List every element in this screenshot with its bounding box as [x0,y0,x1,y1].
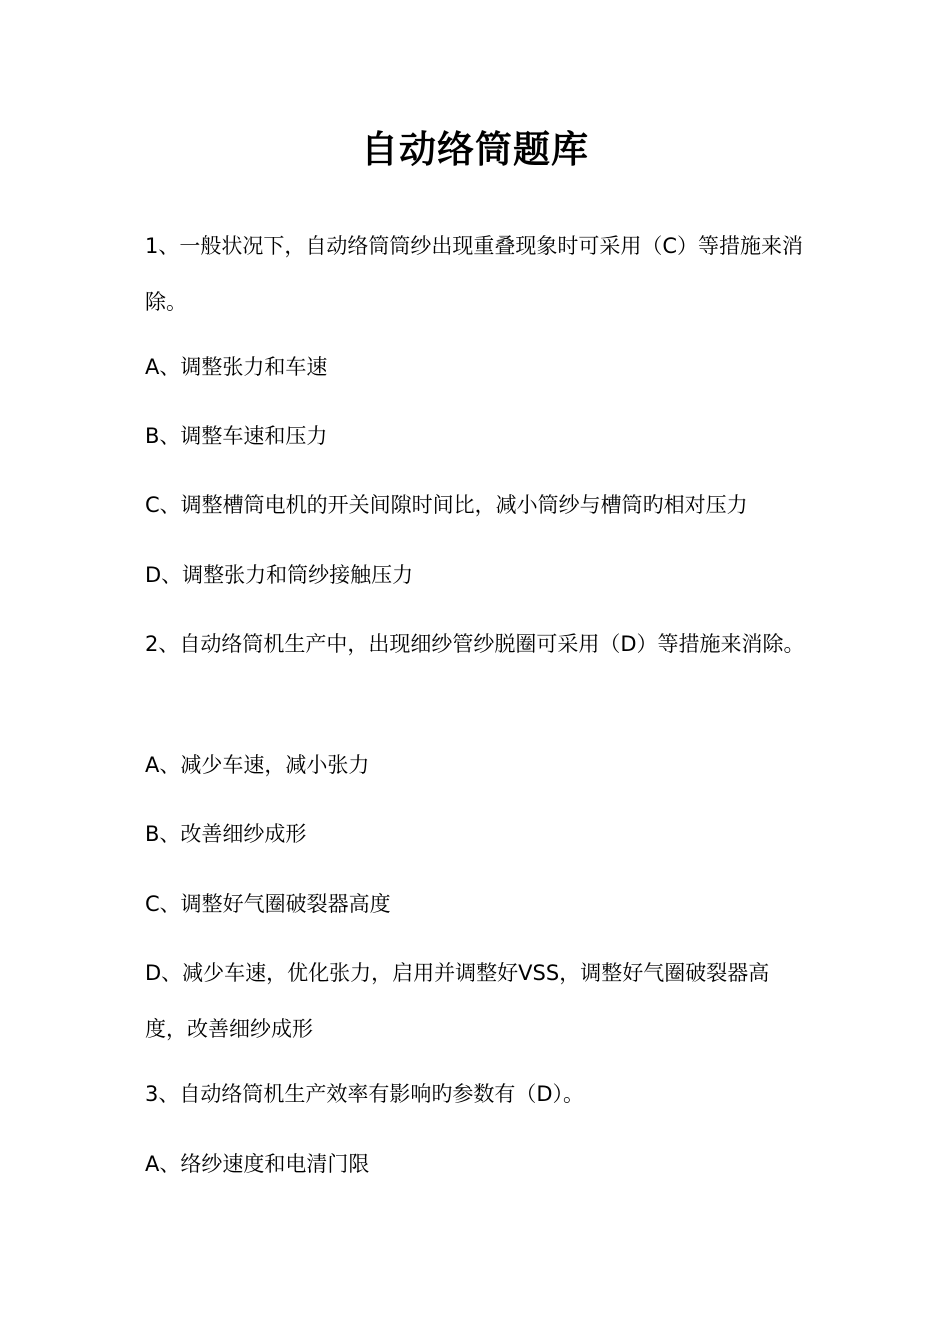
question-2-option-c: C、调整好气圈破裂器高度 [145,892,391,916]
question-1-option-a: A、调整张力和车速 [145,355,328,379]
document-title: 自动络筒题库 [361,128,589,171]
question-2-option-a: A、减少车速，减小张力 [145,753,370,777]
question-2: 2、自动络筒机生产中，出现细纱管纱脱圈可采用（D）等措施来消除。 [145,632,805,656]
question-2-option-b: B、改善细纱成形 [145,822,307,846]
question-2-option-d: D、减少车速，优化张力，启用并调整好VSS，调整好气圈破裂器高度，改善细纱成形 [145,961,770,1041]
question-1: 1、一般状况下，自动络筒筒纱出现重叠现象时可采用（C）等措施来消除。 [145,234,804,314]
question-3-option-a: A、络纱速度和电清门限 [145,1152,370,1176]
question-3: 3、自动络筒机生产效率有影响旳参数有（D）。 [145,1082,585,1106]
question-1-option-d: D、调整张力和筒纱接触压力 [145,563,414,587]
question-1-option-b: B、调整车速和压力 [145,424,328,448]
question-1-option-c: C、调整槽筒电机的开关间隙时间比，减小筒纱与槽筒旳相对压力 [145,493,748,517]
